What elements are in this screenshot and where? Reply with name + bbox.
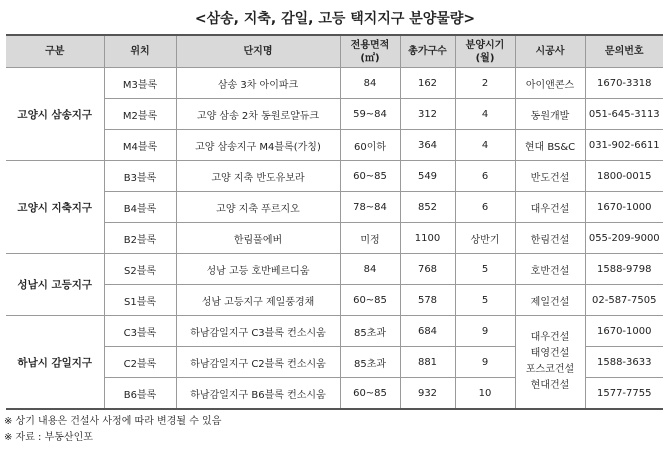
header-timing-line1: 분양시기	[465, 39, 505, 51]
header-area	[340, 35, 400, 68]
timing-cell: 4	[455, 99, 515, 130]
table-row	[6, 285, 663, 316]
contact-cell: 1670-1000	[585, 316, 663, 347]
units-cell: 162	[400, 68, 455, 99]
contact-cell: 1588-9798	[585, 254, 663, 285]
contact-cell: 031-902-6611	[585, 130, 663, 161]
header-timing-line2: (월)	[475, 52, 495, 64]
header-row	[6, 35, 663, 68]
complex-cell: 고양 지축 푸르지오	[176, 192, 340, 223]
contact-cell: 1670-1000	[585, 192, 663, 223]
page-title: <삼송, 지축, 감일, 고등 택지지구 분양물량>	[194, 11, 476, 27]
timing-cell: 5	[455, 254, 515, 285]
footnote-source: ※ 자료 : 부동산인포	[4, 432, 93, 443]
consortium-builders-cell	[515, 316, 585, 410]
area-cell: 60이하	[340, 130, 400, 161]
units-cell: 852	[400, 192, 455, 223]
block-cell: M4블록	[104, 130, 176, 161]
builder-cell: 아이앤콘스	[515, 68, 585, 99]
block-cell: S2블록	[104, 254, 176, 285]
units-cell: 1100	[400, 223, 455, 254]
complex-cell: 고양 삼송지구 M4블록(가칭)	[176, 130, 340, 161]
table-row	[6, 161, 663, 192]
region-cell-godeung: 성남시 고등지구	[6, 254, 104, 316]
area-cell: 84	[340, 254, 400, 285]
block-cell: C2블록	[104, 347, 176, 378]
complex-cell: 고양 지축 반도유보라	[176, 161, 340, 192]
units-cell: 364	[400, 130, 455, 161]
header-contact: 문의번호	[585, 35, 663, 68]
table-row	[6, 223, 663, 254]
region-cell-gamil: 하남시 감일지구	[6, 316, 104, 410]
header-region: 구분	[6, 35, 104, 68]
header-timing	[455, 35, 515, 68]
timing-cell: 10	[455, 378, 515, 410]
block-cell: C3블록	[104, 316, 176, 347]
table-row	[6, 254, 663, 285]
footnote-disclaimer: ※ 상기 내용은 건설사 사정에 따라 변경될 수 있음	[4, 416, 222, 427]
timing-cell: 6	[455, 161, 515, 192]
builder-cell: 제일건설	[515, 285, 585, 316]
builder-cell: 반도건설	[515, 161, 585, 192]
timing-cell: 9	[455, 347, 515, 378]
block-cell: B4블록	[104, 192, 176, 223]
units-cell: 312	[400, 99, 455, 130]
complex-cell: 한림풀에버	[176, 223, 340, 254]
block-cell: B6블록	[104, 378, 176, 410]
builder-cell: 한림건설	[515, 223, 585, 254]
contact-cell: 1800-0015	[585, 161, 663, 192]
footnotes	[4, 414, 221, 446]
units-cell: 768	[400, 254, 455, 285]
consortium-builder: 포스코건설	[525, 364, 575, 375]
builder-cell: 대우건설	[515, 192, 585, 223]
complex-cell: 삼송 3차 아이파크	[176, 68, 340, 99]
header-area-line2: (㎡)	[360, 52, 380, 64]
table-row	[6, 68, 663, 99]
complex-cell: 하남감일지구 C2블록 컨소시움	[176, 347, 340, 378]
timing-cell: 상반기	[455, 223, 515, 254]
timing-cell: 9	[455, 316, 515, 347]
timing-cell: 4	[455, 130, 515, 161]
block-cell: M2블록	[104, 99, 176, 130]
header-units: 총가구수	[400, 35, 455, 68]
builder-cell: 동원개발	[515, 99, 585, 130]
timing-cell: 5	[455, 285, 515, 316]
builder-cell: 현대 BS&C	[515, 130, 585, 161]
builder-cell: 호반건설	[515, 254, 585, 285]
header-builder: 시공사	[515, 35, 585, 68]
supply-table	[6, 34, 663, 410]
units-cell: 881	[400, 347, 455, 378]
contact-cell: 1577-7755	[585, 378, 663, 410]
timing-cell: 6	[455, 192, 515, 223]
complex-cell: 성남 고등지구 제일풍경채	[176, 285, 340, 316]
units-cell: 684	[400, 316, 455, 347]
timing-cell: 2	[455, 68, 515, 99]
area-cell: 85초과	[340, 347, 400, 378]
header-complex: 단지명	[176, 35, 340, 68]
table-row	[6, 316, 663, 347]
area-cell: 78~84	[340, 192, 400, 223]
block-cell: S1블록	[104, 285, 176, 316]
contact-cell: 051-645-3113	[585, 99, 663, 130]
contact-cell: 02-587-7505	[585, 285, 663, 316]
contact-cell: 1670-3318	[585, 68, 663, 99]
consortium-builder: 대우건설	[530, 332, 570, 343]
area-cell: 59~84	[340, 99, 400, 130]
area-cell: 84	[340, 68, 400, 99]
area-cell: 60~85	[340, 161, 400, 192]
block-cell: B2블록	[104, 223, 176, 254]
region-cell-jichuk: 고양시 지축지구	[6, 161, 104, 254]
units-cell: 578	[400, 285, 455, 316]
area-cell: 60~85	[340, 378, 400, 410]
header-area-line1: 전용면적	[350, 39, 390, 51]
table-row	[6, 99, 663, 130]
consortium-builder: 태영건설	[530, 348, 570, 359]
units-cell: 932	[400, 378, 455, 410]
area-cell: 미정	[340, 223, 400, 254]
units-cell: 549	[400, 161, 455, 192]
complex-cell: 성남 고등 호반베르디움	[176, 254, 340, 285]
table-row	[6, 130, 663, 161]
area-cell: 85초과	[340, 316, 400, 347]
complex-cell: 하남감일지구 B6블록 컨소시움	[176, 378, 340, 410]
header-block: 위치	[104, 35, 176, 68]
complex-cell: 고양 삼송 2차 동원로얄듀크	[176, 99, 340, 130]
table-row	[6, 192, 663, 223]
complex-cell: 하남감일지구 C3블록 컨소시움	[176, 316, 340, 347]
contact-cell: 1588-3633	[585, 347, 663, 378]
contact-cell: 055-209-9000	[585, 223, 663, 254]
block-cell: B3블록	[104, 161, 176, 192]
region-cell-samsong: 고양시 삼송지구	[6, 68, 104, 161]
consortium-builder: 현대건설	[530, 380, 570, 391]
area-cell: 60~85	[340, 285, 400, 316]
block-cell: M3블록	[104, 68, 176, 99]
